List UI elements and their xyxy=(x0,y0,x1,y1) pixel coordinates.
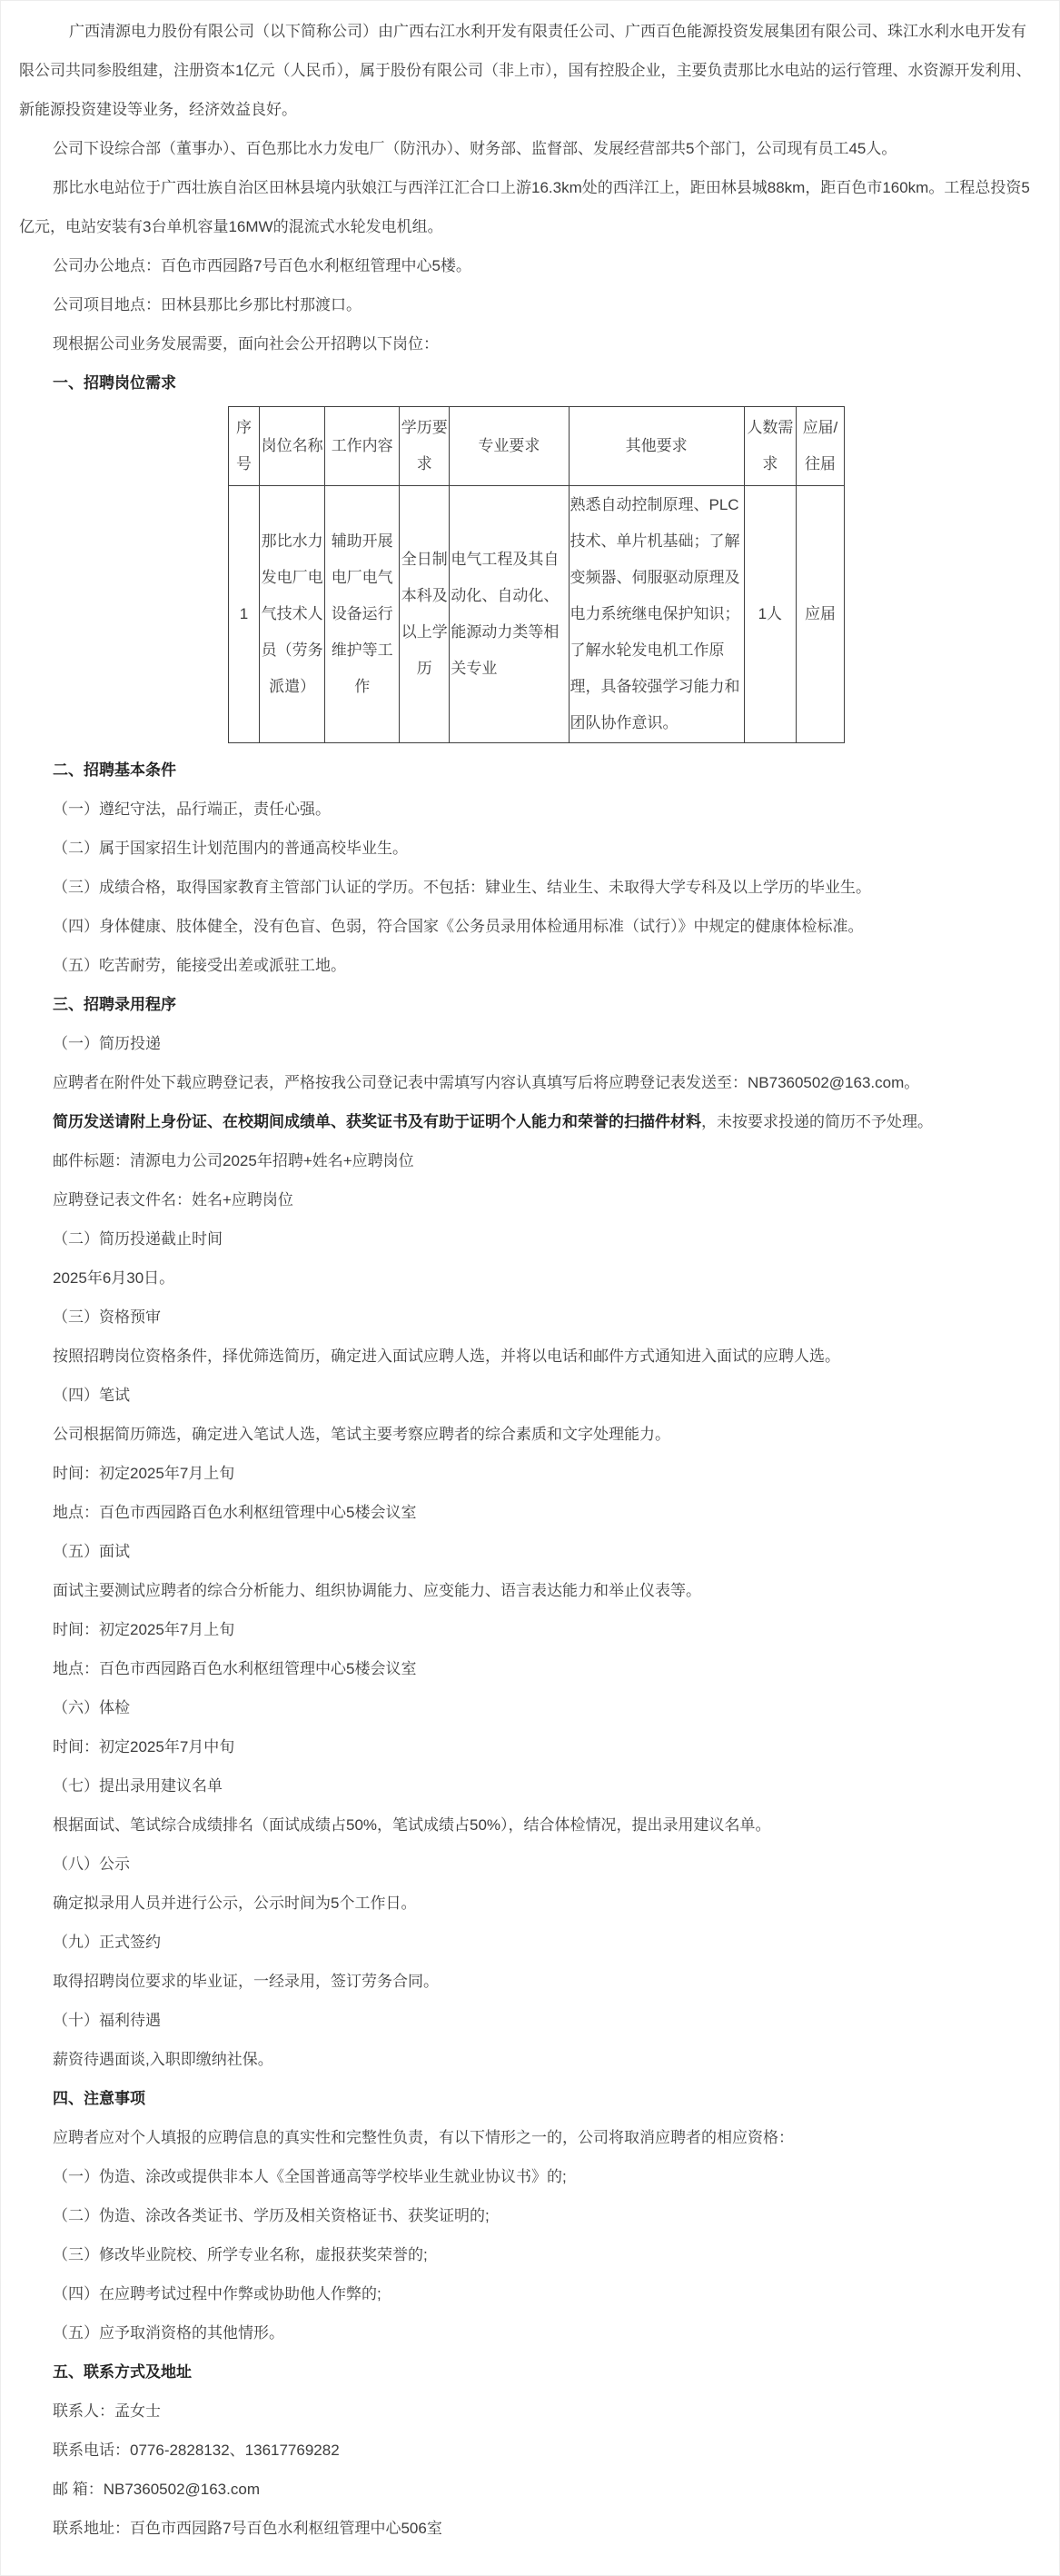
section3-paragraph: 按照招聘岗位资格条件，择优筛选简历，确定进入面试应聘人选，并将以电话和邮件方式通知进入面试的应聘人选。 xyxy=(53,1348,840,1365)
col-header-seq: 序号 xyxy=(229,407,260,486)
col-header-major: 专业要求 xyxy=(450,407,569,486)
section2-item: （五）吃苦耐劳，能接受出差或派驻工地。 xyxy=(53,957,346,974)
col-header-education: 学历要求 xyxy=(400,407,450,486)
section3-bold-notice-line xyxy=(19,1102,1041,1141)
col-header-grad-type: 应届/往届 xyxy=(796,407,844,486)
section5-heading: 五、联系方式及地址 xyxy=(53,2363,192,2381)
contact-address-line: 联系地址：百色市西园路7号百色水利枢纽管理中心506室 xyxy=(53,2520,442,2537)
section3-place-line: 地点：百色市西园路百色水利枢纽管理中心5楼会议室 xyxy=(53,1660,417,1677)
section4-item: （二）伪造、涂改各类证书、学历及相关资格证书、获奖证明的; xyxy=(53,2207,490,2224)
section3-step-title: （七）提出录用建议名单 xyxy=(53,1777,223,1795)
contact-phone-line: 联系电话：0776-2828132、13617769282 xyxy=(53,2442,340,2459)
bold-notice-text: 简历发送请附上身份证、在校期间成绩单、获奖证书及有助于证明个人能力和荣誉的扫描件材料 xyxy=(53,1113,701,1130)
contact-person-line: 联系人：孟女士 xyxy=(53,2402,161,2420)
cell-seq: 1 xyxy=(229,486,260,743)
section3-time-line: 时间：初定2025年7月上旬 xyxy=(53,1465,235,1482)
section3-paragraph: 应聘者在附件处下载应聘登记表，严格按我公司登记表中需填写内容认真填写后将应聘登记表发送至：NB7360502@163.com。 xyxy=(53,1074,920,1091)
section3-paragraph: 取得招聘岗位要求的毕业证，一经录用，签订劳务合同。 xyxy=(53,1973,439,1990)
section3-paragraph: 应聘登记表文件名：姓名+应聘岗位 xyxy=(53,1191,293,1208)
section3-step-title: （一）简历投递 xyxy=(53,1035,161,1052)
section3-paragraph: 根据面试、笔试综合成绩排名（面试成绩占50%，笔试成绩占50%），结合体检情况，提出录用建议名单。 xyxy=(53,1816,771,1834)
col-header-count: 人数需求 xyxy=(744,407,796,486)
section3-place-line: 地点：百色市西园路百色水利枢纽管理中心5楼会议室 xyxy=(53,1504,417,1521)
section4-item: （三）修改毕业院校、所学专业名称，虚报获奖荣誉的; xyxy=(53,2246,428,2263)
col-header-post: 岗位名称 xyxy=(260,407,325,486)
cell-education: 全日制本科及以上学历 xyxy=(400,486,450,743)
section1-heading: 一、招聘岗位需求 xyxy=(53,374,176,392)
bold-notice-rest: ，未按要求投递的简历不予处理。 xyxy=(701,1113,933,1130)
section3-step-title: （六）体检 xyxy=(53,1699,130,1716)
section2-item: （二）属于国家招生计划范围内的普通高校毕业生。 xyxy=(53,840,408,857)
section3-time-line: 时间：初定2025年7月上旬 xyxy=(53,1621,235,1638)
section3-step-title: （二）简历投递截止时间 xyxy=(53,1230,223,1248)
cell-duty: 辅助开展电厂电气设备运行维护等工作 xyxy=(325,486,400,743)
cell-other: 熟悉自动控制原理、PLC技术、单片机基础；了解变频器、伺服驱动原理及电力系统继电保护知识；了解水轮发电机工作原理，具备较强学习能力和团队协作意识。 xyxy=(569,486,744,743)
contact-email-line: 邮 箱：NB7360502@163.com xyxy=(53,2481,260,2498)
section2-item: （一）遵纪守法，品行端正，责任心强。 xyxy=(53,801,331,818)
section3-paragraph: 邮件标题：清源电力公司2025年招聘+姓名+应聘岗位 xyxy=(53,1152,414,1169)
cell-post: 那比水力发电厂电气技术人员（劳务派遣） xyxy=(260,486,325,743)
section4-heading: 四、注意事项 xyxy=(53,2090,145,2107)
cell-grad-type: 应届 xyxy=(796,486,844,743)
section3-heading: 三、招聘录用程序 xyxy=(53,996,176,1013)
section2-item: （四）身体健康、肢体健全，没有色盲、色弱，符合国家《公务员录用体检通用标准（试行）》中规定的健康体检标准。 xyxy=(53,918,864,935)
section4-item: （五）应予取消资格的其他情形。 xyxy=(53,2324,284,2342)
section3-step-title: （四）笔试 xyxy=(53,1387,130,1404)
intro-paragraph-project-location: 公司项目地点：田林县那比乡那比村那渡口。 xyxy=(53,296,362,313)
cell-count: 1人 xyxy=(744,486,796,743)
col-header-other: 其他要求 xyxy=(569,407,744,486)
section4-intro: 应聘者应对个人填报的应聘信息的真实性和完整性负责，有以下情形之一的，公司将取消应聘者的相应资格： xyxy=(53,2129,794,2146)
table-header-row xyxy=(229,407,845,486)
table-row xyxy=(229,486,845,743)
section3-step-title: （九）正式签约 xyxy=(53,1934,161,1951)
section3-paragraph: 2025年6月30日。 xyxy=(53,1269,175,1287)
section3-step-title: （十）福利待遇 xyxy=(53,2012,161,2029)
section3-time-line: 时间：初定2025年7月中旬 xyxy=(53,1738,235,1755)
section3-paragraph: 薪资待遇面谈,入职即缴纳社保。 xyxy=(53,2051,273,2068)
section3-paragraph: 面试主要测试应聘者的综合分析能力、组织协调能力、应变能力、语言表达能力和举止仪表等。 xyxy=(53,1582,701,1599)
recruitment-position-table xyxy=(228,406,845,743)
section4-item: （一）伪造、涂改或提供非本人《全国普通高等学校毕业生就业协议书》的; xyxy=(53,2168,567,2185)
section3-step-title: （八）公示 xyxy=(53,1855,130,1873)
section3-step-title: （三）资格预审 xyxy=(53,1308,161,1326)
section3-step-title: （五）面试 xyxy=(53,1543,130,1560)
section2-heading: 二、招聘基本条件 xyxy=(53,761,176,779)
section3-paragraph: 确定拟录用人员并进行公示，公示时间为5个工作日。 xyxy=(53,1895,417,1912)
intro-paragraph-company: 广西清源电力股份有限公司（以下简称公司）由广西右江水利开发有限责任公司、广西百色能源投资发展集团有限公司、珠江水利水电开发有限公司共同参股组建，注册资本1亿元（人民币），属于股份有限公司（非上市），国有控股企业，主要负责那比水电站的运行管理、水资源开发利用、新能源投资建设等业务，经济效益良好。 xyxy=(19,23,1032,118)
intro-paragraph-announce: 现根据公司业务发展需要，面向社会公开招聘以下岗位： xyxy=(53,335,439,353)
section4-item: （四）在应聘考试过程中作弊或协助他人作弊的; xyxy=(53,2285,381,2302)
intro-paragraph-office-location: 公司办公地点：百色市西园路7号百色水利枢纽管理中心5楼。 xyxy=(53,257,471,274)
cell-major: 电气工程及其自动化、自动化、能源动力类等相关专业 xyxy=(450,486,569,743)
intro-paragraph-station: 那比水电站位于广西壮族自治区田林县境内驮娘江与西洋江汇合口上游16.3km处的西洋江上，距田林县城88km，距百色市160km。工程总投资5亿元，电站安装有3台单机容量16MW的混流式水轮发电机组。 xyxy=(19,179,1030,235)
intro-paragraph-departments: 公司下设综合部（董事办）、百色那比水力发电厂（防汛办）、财务部、监督部、发展经营部共5个部门，公司现有员工45人。 xyxy=(53,140,897,157)
col-header-duty: 工作内容 xyxy=(325,407,400,486)
section3-paragraph: 公司根据简历筛选，确定进入笔试人选，笔试主要考察应聘者的综合素质和文字处理能力。 xyxy=(53,1426,670,1443)
section2-item: （三）成绩合格，取得国家教育主管部门认证的学历。不包括：肄业生、结业生、未取得大学专科及以上学历的毕业生。 xyxy=(53,879,871,896)
